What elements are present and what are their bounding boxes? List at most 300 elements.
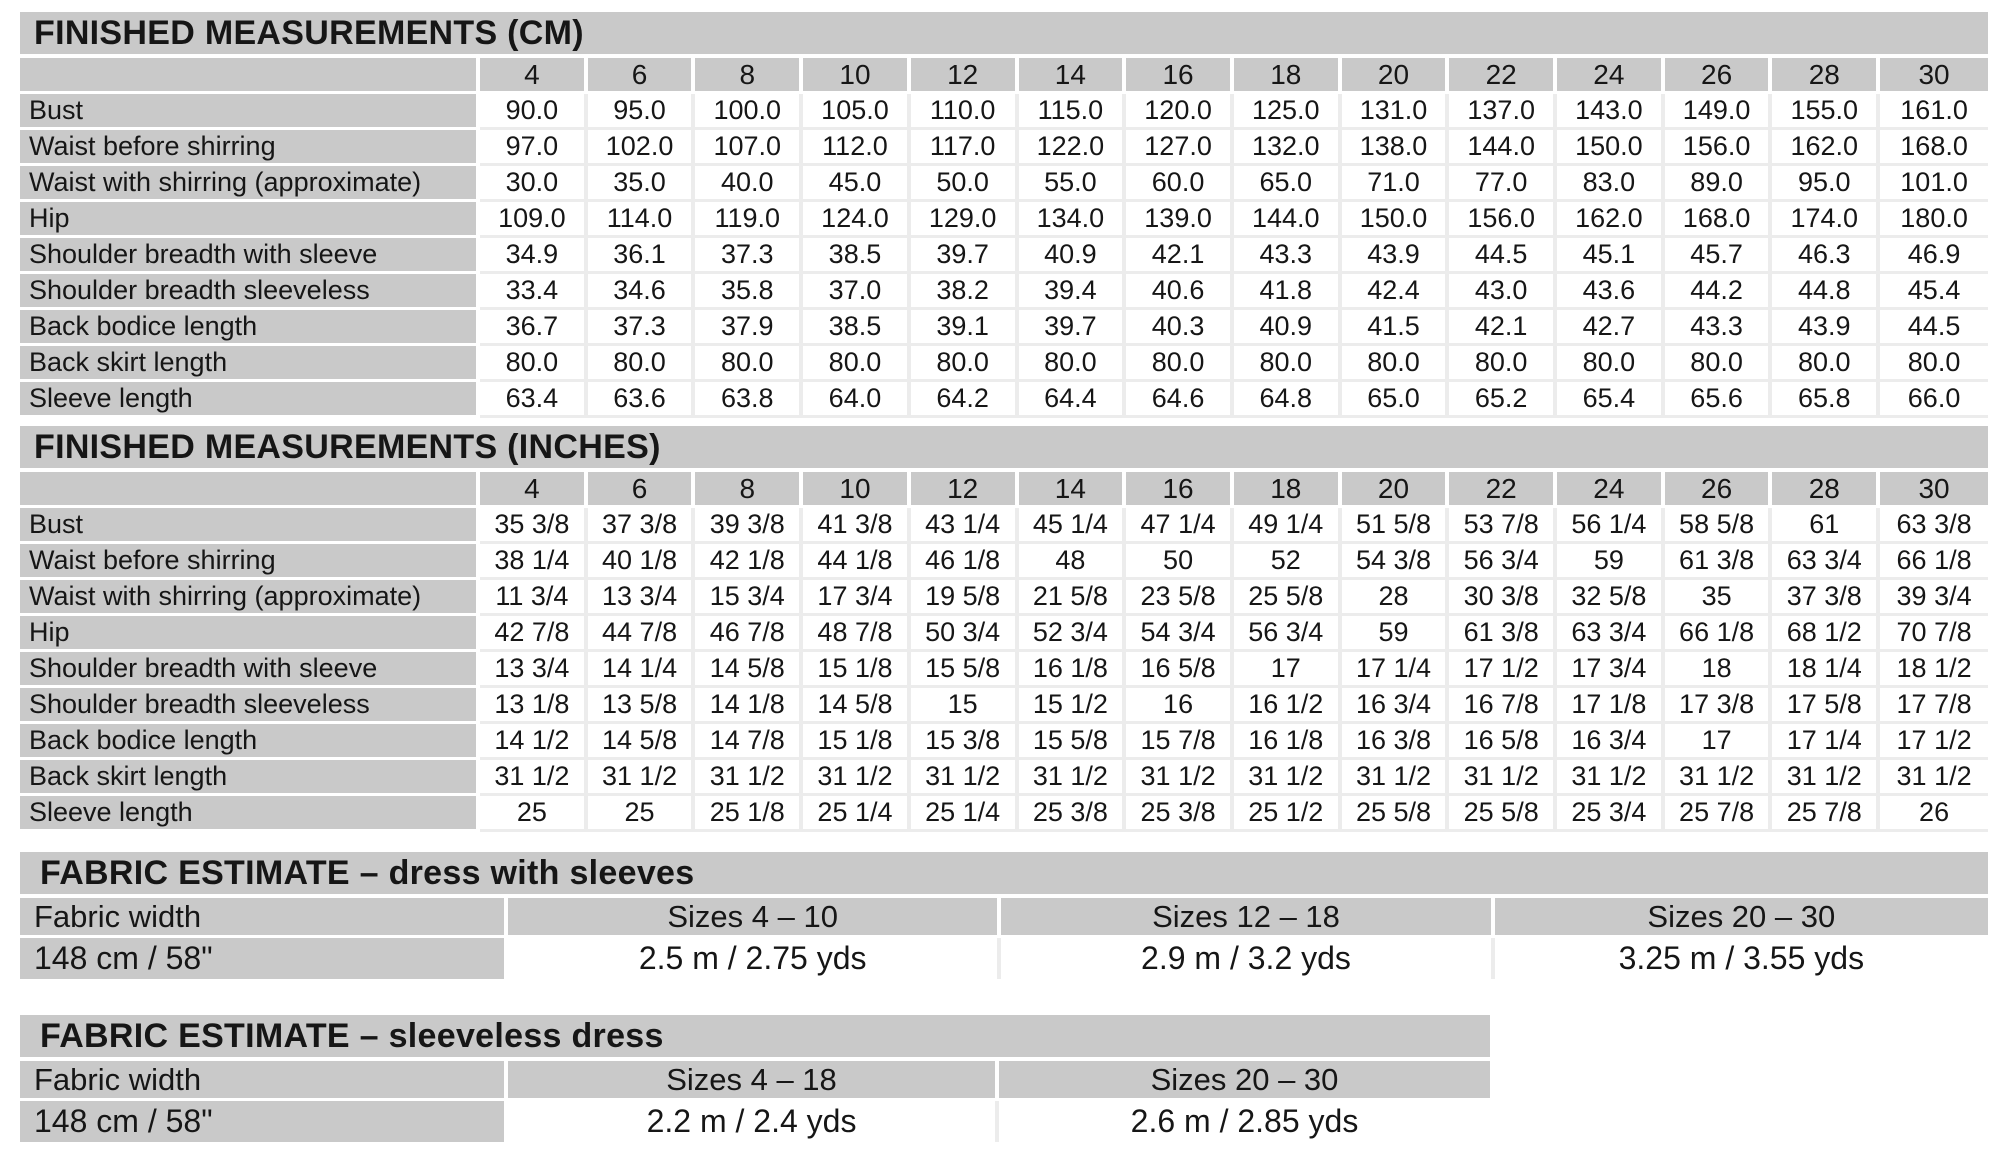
fabric-sleeveless-title: FABRIC ESTIMATE – sleeveless dress	[20, 1015, 1490, 1057]
measurement-value: 64.0	[803, 382, 911, 418]
measurement-value: 38.5	[803, 238, 911, 274]
measurement-value: 48 7/8	[803, 616, 911, 652]
measurement-value: 46.3	[1772, 238, 1880, 274]
measurement-value: 13 3/4	[588, 580, 696, 616]
size-header-cell: 26	[1665, 58, 1773, 94]
measurement-value: 43.9	[1342, 238, 1450, 274]
measurement-value: 25 1/8	[695, 796, 803, 832]
measurement-value: 45.1	[1557, 238, 1665, 274]
measurement-value: 95.0	[588, 94, 696, 130]
measurement-value: 50 3/4	[911, 616, 1019, 652]
measurement-value: 65.0	[1234, 166, 1342, 202]
measurement-value: 45.0	[803, 166, 911, 202]
row-label: Waist before shirring	[20, 130, 480, 166]
measurement-value: 63 3/4	[1772, 544, 1880, 580]
measurement-value: 66.0	[1880, 382, 1988, 418]
measurement-value: 59	[1342, 616, 1450, 652]
measurement-value: 40 1/8	[588, 544, 696, 580]
size-header-cell: 18	[1234, 58, 1342, 94]
measurement-value: 80.0	[911, 346, 1019, 382]
measurement-value: 18 1/2	[1880, 652, 1988, 688]
fabric-estimate-sleeves-table	[20, 898, 1988, 979]
measurement-value: 56 3/4	[1234, 616, 1342, 652]
measurement-value: 23 5/8	[1126, 580, 1234, 616]
measurement-value: 40.6	[1126, 274, 1234, 310]
measurement-value: 17 3/8	[1665, 688, 1773, 724]
measurement-value: 114.0	[588, 202, 696, 238]
measurement-value: 14 1/8	[695, 688, 803, 724]
measurement-value: 25 1/4	[911, 796, 1019, 832]
size-header-row	[20, 472, 1988, 508]
measurement-value: 31 1/2	[588, 760, 696, 796]
measurement-value: 65.8	[1772, 382, 1880, 418]
measurement-value: 44 7/8	[588, 616, 696, 652]
fabric-sleeves-title: FABRIC ESTIMATE – dress with sleeves	[20, 852, 1988, 894]
fabric-width-value: 148 cm / 58"	[20, 1101, 508, 1142]
measurement-value: 17 1/4	[1772, 724, 1880, 760]
fabric-col-header: Fabric width	[20, 1061, 508, 1101]
row-label: Back skirt length	[20, 346, 480, 382]
measurement-value: 28	[1342, 580, 1450, 616]
measurement-value: 144.0	[1449, 130, 1557, 166]
row-label: Waist before shirring	[20, 544, 480, 580]
measurement-value: 53 7/8	[1449, 508, 1557, 544]
measurement-value: 129.0	[911, 202, 1019, 238]
measurement-value: 31 1/2	[1449, 760, 1557, 796]
measurement-value: 17 1/8	[1557, 688, 1665, 724]
measurement-value: 80.0	[1019, 346, 1127, 382]
measurement-value: 122.0	[1019, 130, 1127, 166]
measurement-value: 52	[1234, 544, 1342, 580]
measurement-value: 127.0	[1126, 130, 1234, 166]
measurement-value: 44.2	[1665, 274, 1773, 310]
measurement-value: 16 5/8	[1449, 724, 1557, 760]
size-header-cell: 14	[1019, 472, 1127, 508]
measurement-value: 80.0	[1880, 346, 1988, 382]
measurement-value: 15 5/8	[1019, 724, 1127, 760]
measurement-row	[20, 760, 1988, 796]
measurement-value: 37.9	[695, 310, 803, 346]
row-label: Back bodice length	[20, 724, 480, 760]
measurement-value: 45.4	[1880, 274, 1988, 310]
size-header-cell: 8	[695, 58, 803, 94]
measurement-value: 18 1/4	[1772, 652, 1880, 688]
measurement-value: 64.4	[1019, 382, 1127, 418]
measurement-value: 156.0	[1665, 130, 1773, 166]
fabric-estimate-value: 2.9 m / 3.2 yds	[1001, 938, 1494, 979]
size-header-cell: 14	[1019, 58, 1127, 94]
measurement-value: 68 1/2	[1772, 616, 1880, 652]
fabric-estimate-sleeveless-table	[20, 1061, 1490, 1142]
measurement-value: 16 5/8	[1126, 652, 1234, 688]
size-header-cell: 10	[803, 472, 911, 508]
measurement-value: 80.0	[1557, 346, 1665, 382]
fabric-value-row	[20, 1101, 1490, 1142]
measurement-value: 37.0	[803, 274, 911, 310]
fabric-col-header: Sizes 20 – 30	[999, 1061, 1490, 1101]
size-header-cell: 8	[695, 472, 803, 508]
measurement-value: 36.7	[480, 310, 588, 346]
measurement-value: 43.6	[1557, 274, 1665, 310]
measurement-value: 49 1/4	[1234, 508, 1342, 544]
fabric-col-header: Sizes 4 – 10	[508, 898, 1001, 938]
measurement-value: 46 7/8	[695, 616, 803, 652]
measurement-value: 35.8	[695, 274, 803, 310]
measurement-row	[20, 346, 1988, 382]
size-header-cell: 16	[1126, 472, 1234, 508]
measurement-value: 16 1/2	[1234, 688, 1342, 724]
inches-section-title: FINISHED MEASUREMENTS (INCHES)	[20, 426, 1988, 468]
measurement-value: 63.6	[588, 382, 696, 418]
measurement-value: 44.5	[1449, 238, 1557, 274]
measurement-value: 15 3/8	[911, 724, 1019, 760]
cm-section-title: FINISHED MEASUREMENTS (CM)	[20, 12, 1988, 54]
measurement-value: 43 1/4	[911, 508, 1019, 544]
measurement-value: 39.4	[1019, 274, 1127, 310]
measurement-value: 14 5/8	[588, 724, 696, 760]
measurement-value: 65.6	[1665, 382, 1773, 418]
measurement-value: 17 1/4	[1342, 652, 1450, 688]
row-label: Waist with shirring (approximate)	[20, 580, 480, 616]
measurement-value: 102.0	[588, 130, 696, 166]
measurement-value: 25 5/8	[1449, 796, 1557, 832]
measurement-value: 65.0	[1342, 382, 1450, 418]
measurement-value: 17 3/4	[1557, 652, 1665, 688]
row-label: Shoulder breadth with sleeve	[20, 238, 480, 274]
measurement-value: 37.3	[695, 238, 803, 274]
size-header-cell: 12	[911, 58, 1019, 94]
inches-measurements-section	[20, 426, 1988, 832]
measurement-row	[20, 580, 1988, 616]
measurement-value: 40.3	[1126, 310, 1234, 346]
size-header-cell: 16	[1126, 58, 1234, 94]
measurement-value: 35 3/8	[480, 508, 588, 544]
measurement-value: 38.5	[803, 310, 911, 346]
measurement-value: 43.3	[1665, 310, 1773, 346]
measurement-value: 100.0	[695, 94, 803, 130]
measurement-row	[20, 616, 1988, 652]
measurement-row	[20, 382, 1988, 418]
measurement-value: 63.8	[695, 382, 803, 418]
measurement-value: 15 1/8	[803, 724, 911, 760]
measurement-value: 55.0	[1019, 166, 1127, 202]
measurement-value: 30 3/8	[1449, 580, 1557, 616]
fabric-estimate-value: 2.5 m / 2.75 yds	[508, 938, 1001, 979]
measurement-value: 15 7/8	[1126, 724, 1234, 760]
measurement-value: 63.4	[480, 382, 588, 418]
measurement-value: 120.0	[1126, 94, 1234, 130]
measurement-value: 37 3/8	[588, 508, 696, 544]
measurement-value: 90.0	[480, 94, 588, 130]
row-label: Waist with shirring (approximate)	[20, 166, 480, 202]
measurement-value: 180.0	[1880, 202, 1988, 238]
measurement-value: 97.0	[480, 130, 588, 166]
measurement-value: 18	[1665, 652, 1773, 688]
measurement-value: 71.0	[1342, 166, 1450, 202]
measurement-value: 117.0	[911, 130, 1019, 166]
measurement-value: 42.7	[1557, 310, 1665, 346]
measurement-value: 174.0	[1772, 202, 1880, 238]
measurement-value: 124.0	[803, 202, 911, 238]
measurement-value: 40.0	[695, 166, 803, 202]
measurement-value: 80.0	[1342, 346, 1450, 382]
measurement-row	[20, 130, 1988, 166]
size-header-cell: 24	[1557, 472, 1665, 508]
measurement-row	[20, 544, 1988, 580]
measurement-value: 119.0	[695, 202, 803, 238]
size-header-cell: 6	[588, 58, 696, 94]
measurement-value: 44.5	[1880, 310, 1988, 346]
measurement-value: 13 1/8	[480, 688, 588, 724]
measurement-value: 17 1/2	[1880, 724, 1988, 760]
measurement-value: 37.3	[588, 310, 696, 346]
measurement-value: 16 7/8	[1449, 688, 1557, 724]
measurement-value: 31 1/2	[1880, 760, 1988, 796]
measurement-value: 15 5/8	[911, 652, 1019, 688]
measurement-value: 16 3/4	[1342, 688, 1450, 724]
measurement-value: 50.0	[911, 166, 1019, 202]
measurement-value: 52 3/4	[1019, 616, 1127, 652]
row-label: Back skirt length	[20, 760, 480, 796]
measurement-value: 80.0	[1449, 346, 1557, 382]
measurement-value: 64.2	[911, 382, 1019, 418]
fabric-estimate-sleeves-section	[20, 852, 1988, 979]
measurement-value: 32 5/8	[1557, 580, 1665, 616]
measurement-value: 15 1/8	[803, 652, 911, 688]
measurement-value: 95.0	[1772, 166, 1880, 202]
measurement-value: 41.5	[1342, 310, 1450, 346]
measurement-value: 61 3/8	[1665, 544, 1773, 580]
measurement-value: 42.4	[1342, 274, 1450, 310]
measurement-value: 44.8	[1772, 274, 1880, 310]
measurement-row	[20, 724, 1988, 760]
size-header-cell: 10	[803, 58, 911, 94]
measurement-row	[20, 796, 1988, 832]
measurement-row	[20, 652, 1988, 688]
measurement-value: 31 1/2	[1342, 760, 1450, 796]
measurement-value: 25 3/4	[1557, 796, 1665, 832]
row-label: Sleeve length	[20, 796, 480, 832]
measurement-row	[20, 508, 1988, 544]
measurement-value: 14 5/8	[803, 688, 911, 724]
measurement-value: 42 7/8	[480, 616, 588, 652]
measurement-value: 80.0	[588, 346, 696, 382]
measurement-value: 40.9	[1019, 238, 1127, 274]
measurement-value: 19 5/8	[911, 580, 1019, 616]
cm-measurements-section	[20, 12, 1988, 418]
measurement-value: 34.6	[588, 274, 696, 310]
measurement-value: 101.0	[1880, 166, 1988, 202]
fabric-value-row	[20, 938, 1988, 979]
measurement-value: 14 7/8	[695, 724, 803, 760]
size-header-cell: 4	[480, 58, 588, 94]
fabric-estimate-value: 2.6 m / 2.85 yds	[999, 1101, 1490, 1142]
measurement-value: 31 1/2	[1126, 760, 1234, 796]
measurement-value: 89.0	[1665, 166, 1773, 202]
measurement-value: 80.0	[480, 346, 588, 382]
measurement-value: 61	[1772, 508, 1880, 544]
fabric-col-header: Fabric width	[20, 898, 508, 938]
measurement-value: 131.0	[1342, 94, 1450, 130]
measurement-value: 66 1/8	[1665, 616, 1773, 652]
measurement-row	[20, 166, 1988, 202]
measurement-value: 41.8	[1234, 274, 1342, 310]
measurement-value: 25 5/8	[1234, 580, 1342, 616]
row-label: Back bodice length	[20, 310, 480, 346]
fabric-estimate-value: 3.25 m / 3.55 yds	[1495, 938, 1988, 979]
measurement-value: 105.0	[803, 94, 911, 130]
measurement-value: 80.0	[1234, 346, 1342, 382]
corner-cell	[20, 472, 480, 508]
size-header-cell: 20	[1342, 58, 1450, 94]
measurement-value: 17 3/4	[803, 580, 911, 616]
measurement-value: 37 3/8	[1772, 580, 1880, 616]
row-label: Hip	[20, 616, 480, 652]
size-header-cell: 22	[1449, 472, 1557, 508]
corner-cell	[20, 58, 480, 94]
measurement-value: 43.0	[1449, 274, 1557, 310]
row-label: Bust	[20, 94, 480, 130]
measurement-value: 44 1/8	[803, 544, 911, 580]
measurement-value: 54 3/8	[1342, 544, 1450, 580]
measurement-value: 25 1/2	[1234, 796, 1342, 832]
fabric-estimate-sleeveless-section	[20, 1015, 1490, 1142]
measurement-value: 138.0	[1342, 130, 1450, 166]
measurement-value: 42.1	[1126, 238, 1234, 274]
measurement-value: 46 1/8	[911, 544, 1019, 580]
measurement-row	[20, 310, 1988, 346]
size-header-row	[20, 58, 1988, 94]
size-header-cell: 28	[1772, 58, 1880, 94]
measurement-value: 17 1/2	[1449, 652, 1557, 688]
measurement-value: 16 3/4	[1557, 724, 1665, 760]
measurement-value: 38 1/4	[480, 544, 588, 580]
measurement-value: 35.0	[588, 166, 696, 202]
measurement-value: 40.9	[1234, 310, 1342, 346]
measurement-value: 64.8	[1234, 382, 1342, 418]
measurement-value: 51 5/8	[1342, 508, 1450, 544]
cm-measurements-table	[20, 58, 1988, 418]
measurement-value: 39.7	[1019, 310, 1127, 346]
size-header-cell: 4	[480, 472, 588, 508]
measurement-value: 31 1/2	[803, 760, 911, 796]
measurement-value: 63 3/8	[1880, 508, 1988, 544]
measurement-value: 13 3/4	[480, 652, 588, 688]
measurement-value: 50	[1126, 544, 1234, 580]
measurement-row	[20, 202, 1988, 238]
measurement-value: 17	[1234, 652, 1342, 688]
measurement-value: 16 1/8	[1234, 724, 1342, 760]
size-header-cell: 18	[1234, 472, 1342, 508]
size-header-cell: 28	[1772, 472, 1880, 508]
measurement-value: 61 3/8	[1449, 616, 1557, 652]
measurement-value: 46.9	[1880, 238, 1988, 274]
measurement-value: 143.0	[1557, 94, 1665, 130]
measurement-value: 77.0	[1449, 166, 1557, 202]
measurement-value: 132.0	[1234, 130, 1342, 166]
measurement-value: 25 3/8	[1019, 796, 1127, 832]
measurement-value: 14 5/8	[695, 652, 803, 688]
measurement-value: 39.1	[911, 310, 1019, 346]
measurement-value: 33.4	[480, 274, 588, 310]
measurement-value: 31 1/2	[1234, 760, 1342, 796]
measurement-value: 83.0	[1557, 166, 1665, 202]
size-header-cell: 12	[911, 472, 1019, 508]
fabric-col-header: Sizes 4 – 18	[508, 1061, 999, 1101]
row-label: Shoulder breadth sleeveless	[20, 688, 480, 724]
measurement-value: 149.0	[1665, 94, 1773, 130]
measurement-value: 38.2	[911, 274, 1019, 310]
measurement-value: 43.3	[1234, 238, 1342, 274]
measurement-value: 125.0	[1234, 94, 1342, 130]
measurement-value: 13 5/8	[588, 688, 696, 724]
fabric-header-row	[20, 898, 1988, 938]
size-header-cell: 6	[588, 472, 696, 508]
measurement-value: 39.7	[911, 238, 1019, 274]
measurement-value: 35	[1665, 580, 1773, 616]
measurement-row	[20, 274, 1988, 310]
measurement-value: 26	[1880, 796, 1988, 832]
measurement-value: 16 1/8	[1019, 652, 1127, 688]
measurement-value: 59	[1557, 544, 1665, 580]
measurement-value: 41 3/8	[803, 508, 911, 544]
measurement-value: 80.0	[1126, 346, 1234, 382]
measurement-value: 39 3/8	[695, 508, 803, 544]
measurement-value: 31 1/2	[480, 760, 588, 796]
measurement-value: 60.0	[1126, 166, 1234, 202]
row-label: Shoulder breadth with sleeve	[20, 652, 480, 688]
inches-measurements-table	[20, 472, 1988, 832]
measurement-value: 31 1/2	[1665, 760, 1773, 796]
row-label: Shoulder breadth sleeveless	[20, 274, 480, 310]
measurement-value: 70 7/8	[1880, 616, 1988, 652]
measurement-value: 63 3/4	[1557, 616, 1665, 652]
measurement-value: 168.0	[1665, 202, 1773, 238]
measurement-value: 112.0	[803, 130, 911, 166]
measurement-value: 47 1/4	[1126, 508, 1234, 544]
measurement-value: 109.0	[480, 202, 588, 238]
measurement-value: 137.0	[1449, 94, 1557, 130]
measurement-value: 31 1/2	[1772, 760, 1880, 796]
measurement-value: 110.0	[911, 94, 1019, 130]
size-header-cell: 22	[1449, 58, 1557, 94]
size-header-cell: 30	[1880, 472, 1988, 508]
measurement-value: 156.0	[1449, 202, 1557, 238]
measurement-value: 14 1/2	[480, 724, 588, 760]
measurement-value: 80.0	[1772, 346, 1880, 382]
measurement-value: 161.0	[1880, 94, 1988, 130]
measurement-value: 56 3/4	[1449, 544, 1557, 580]
size-header-cell: 26	[1665, 472, 1773, 508]
measurement-value: 17	[1665, 724, 1773, 760]
measurement-value: 48	[1019, 544, 1127, 580]
measurement-row	[20, 94, 1988, 130]
measurement-value: 134.0	[1019, 202, 1127, 238]
measurement-value: 155.0	[1772, 94, 1880, 130]
measurement-value: 30.0	[480, 166, 588, 202]
measurement-value: 162.0	[1557, 202, 1665, 238]
measurement-value: 16 3/8	[1342, 724, 1450, 760]
measurement-value: 139.0	[1126, 202, 1234, 238]
measurement-value: 42.1	[1449, 310, 1557, 346]
measurement-value: 15 1/2	[1019, 688, 1127, 724]
row-label: Bust	[20, 508, 480, 544]
measurement-value: 17 7/8	[1880, 688, 1988, 724]
measurement-value: 31 1/2	[911, 760, 1019, 796]
fabric-col-header: Sizes 20 – 30	[1495, 898, 1988, 938]
fabric-estimate-value: 2.2 m / 2.4 yds	[508, 1101, 999, 1142]
size-header-cell: 20	[1342, 472, 1450, 508]
